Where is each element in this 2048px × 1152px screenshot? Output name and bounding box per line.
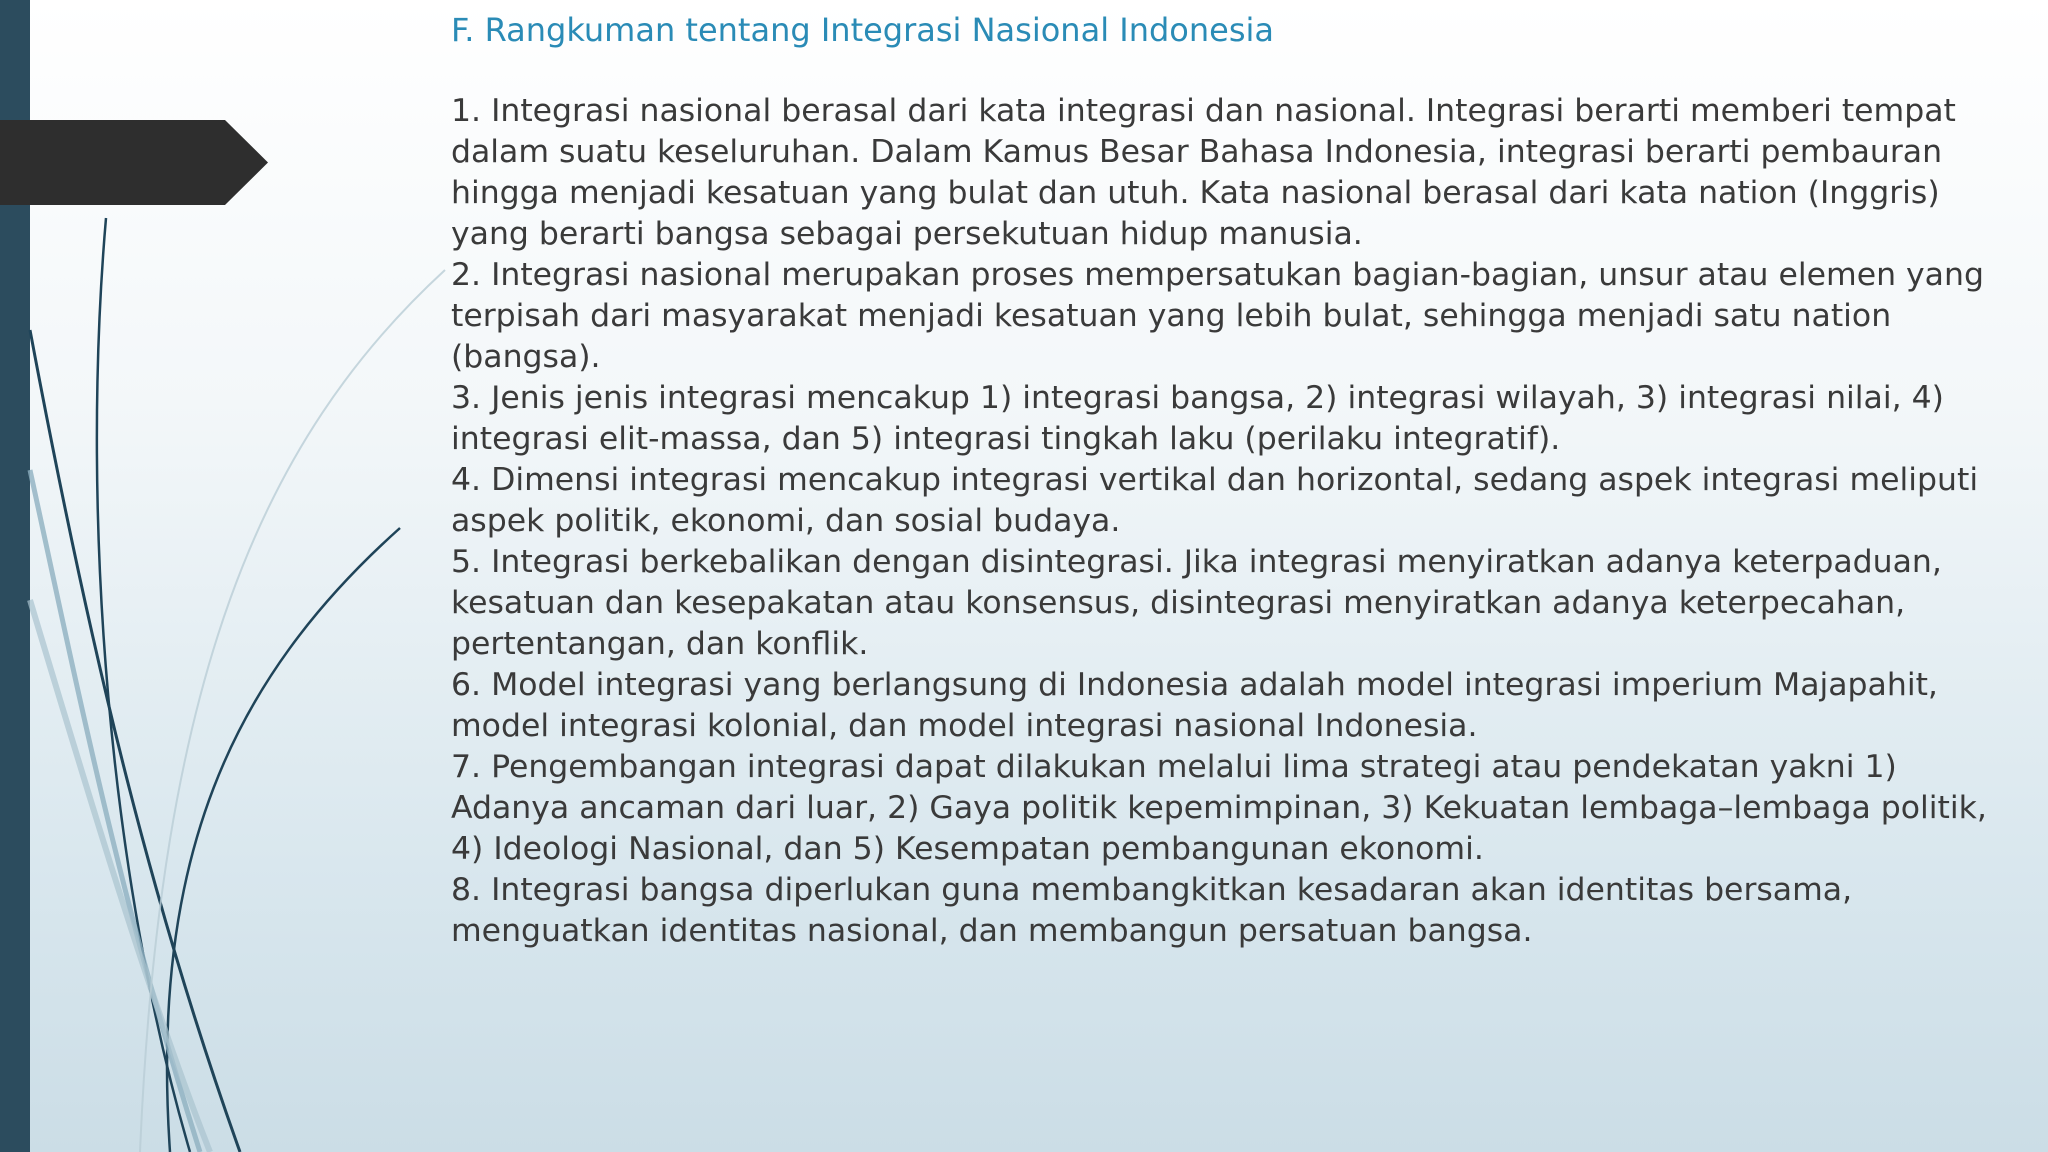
arrow-tab-shape <box>0 120 268 205</box>
list-item: 6. Model integrasi yang berlangsung di Indonesia adalah model integrasi imperium Majapahit, model integrasi kolonial, dan model integrasi nasional Indonesia. <box>451 667 1938 744</box>
list-item: 3. Jenis jenis integrasi mencakup 1) integrasi bangsa, 2) integrasi wilayah, 3) integrasi nilai, 4) integrasi elit-massa, dan 5) integrasi tingkah laku (perilaku integratif). <box>451 380 1944 457</box>
list-item: 7. Pengembangan integrasi dapat dilakukan melalui lima strategi atau pendekatan yakni 1) Adanya ancaman dari luar, 2) Gaya politik kepemimpinan, 3) Kekuatan lembaga–lembaga politik, 4) Ideologi Nasional, dan 5) Kesempatan pembangunan ekonomi. <box>451 749 1987 867</box>
arrow-tab <box>0 120 268 205</box>
list-item: 1. Integrasi nasional berasal dari kata integrasi dan nasional. Integrasi berarti memberi tempat dalam suatu keseluruhan. Dalam Kamus Besar Bahasa Indonesia, integrasi berarti pembauran hingga menjadi kesatuan yang bulat dan utuh. Kata nasional berasal dari kata nation (Inggris) yang berarti bangsa sebagai persekutuan hidup manusia. <box>451 93 1956 252</box>
list-item: 2. Integrasi nasional merupakan proses mempersatukan bagian-bagian, unsur atau elemen yang terpisah dari masyarakat menjadi kesatuan yang lebih bulat, sehingga menjadi satu nation (bangsa). <box>451 257 1984 375</box>
summary-list <box>451 91 2011 952</box>
list-item: 4. Dimensi integrasi mencakup integrasi vertikal dan horizontal, sedang aspek integrasi meliputi aspek politik, ekonomi, dan sosial budaya. <box>451 462 1979 539</box>
list-item: 8. Integrasi bangsa diperlukan guna membangkitkan kesadaran akan identitas bersama, menguatkan identitas nasional, dan membangun persatuan bangsa. <box>451 872 1853 949</box>
list-item: 5. Integrasi berkebalikan dengan disintegrasi. Jika integrasi menyiratkan adanya keterpaduan, kesatuan dan kesepakatan atau konsensus, disintegrasi menyiratkan adanya keterpecahan, pertentangan, dan konflik. <box>451 544 1942 662</box>
slide-title: F. Rangkuman tentang Integrasi Nasional Indonesia <box>451 11 1274 49</box>
